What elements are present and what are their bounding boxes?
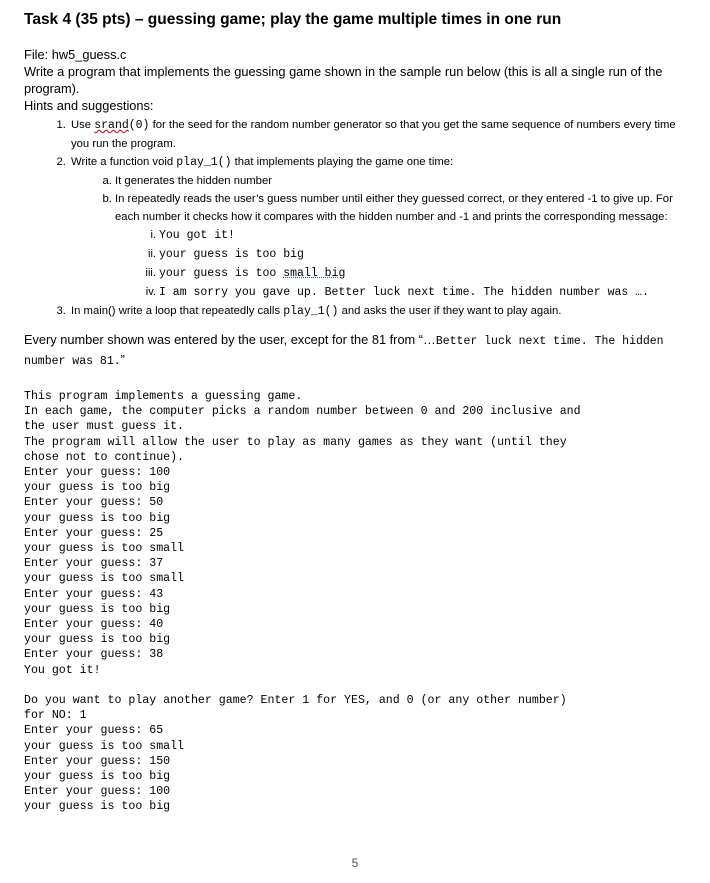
srand-code: srand bbox=[94, 119, 129, 132]
hint-1: 1. Use srand(0) for the seed for the random number generator so that you get the same sequence of numbers every time you run the program. bbox=[69, 116, 688, 153]
page-number: 5 bbox=[351, 856, 359, 870]
message-correct: i. You got it! bbox=[159, 226, 688, 245]
document-page bbox=[24, 10, 688, 815]
messages-list bbox=[115, 226, 688, 302]
sample-run-output: This program implements a guessing game. In each game, the computer picks a random number between 0 and 200 inclusive and the user must guess it. The program will allow the user to play as many games as they want (until they chose not to continue). Enter your guess: 100 your guess is too big Enter your guess: 50 your guess is too big Enter your guess: 25 your guess is too small Enter your guess: 37 your guess is too small Enter your guess: 43 your guess is too big Enter your guess: 40 your guess is too big Enter your guess: 38 You got it! Do you want to play another game? Enter 1 for YES, and 0 (or any other number) for NO: 1 Enter your guess: 65 your guess is too small Enter your guess: 150 your guess is too big Enter your guess: 100 your guess is too big bbox=[24, 390, 581, 814]
file-line: File: hw5_guess.c bbox=[24, 47, 127, 62]
play1-code: play_1() bbox=[176, 156, 232, 169]
note-paragraph: Every number shown was entered by the user, except for the 81 from “…Better luck next time. The hidden number was 81.” bbox=[24, 332, 664, 368]
message-too-small: iii. your guess is too small big bbox=[159, 264, 688, 283]
task-title: Task 4 (35 pts) – guessing game; play the game multiple times in one run bbox=[24, 11, 562, 28]
hints-heading: Hints and suggestions: bbox=[24, 98, 154, 113]
hint-2b: b. In repeatedly reads the user’s guess number until either they guessed correct, or they entered -1 to give up. For each number it checks how it compares with the hidden number and -1 and prints the corresponding message: i. You got it! ii. your guess is too big iii. your guess is too small big iv. I am sorry you gave up. Better luck next time. The hidden number was …. bbox=[115, 190, 688, 302]
hints-list bbox=[24, 116, 688, 321]
hint-2: 2. Write a function void play_1() that implements playing the game one time: a. It generates the hidden number b. In repeatedly reads the user’s guess number until either they guessed correct, or they entered -1 to give up. For each number it checks how it compares with the hidden number and -1 and prints the corresponding message: i. You got it! ii. your guess is too big iii. your guess is too small big iv. I am sorry you gave up. Better luck next time. The hidden number was …. bbox=[69, 153, 688, 302]
intro-paragraph: Write a program that implements the guessing game shown in the sample run below (this is all a single run of the program). bbox=[24, 64, 663, 96]
hint-3: 3. In main() write a loop that repeatedly calls play_1() and asks the user if they want to play again. bbox=[69, 302, 688, 321]
message-too-big: ii. your guess is too big bbox=[159, 245, 688, 264]
hint-2-sublist bbox=[71, 172, 688, 302]
hint-2a: a. It generates the hidden number bbox=[115, 172, 688, 190]
message-gave-up: iv. I am sorry you gave up. Better luck next time. The hidden number was …. bbox=[159, 283, 688, 302]
